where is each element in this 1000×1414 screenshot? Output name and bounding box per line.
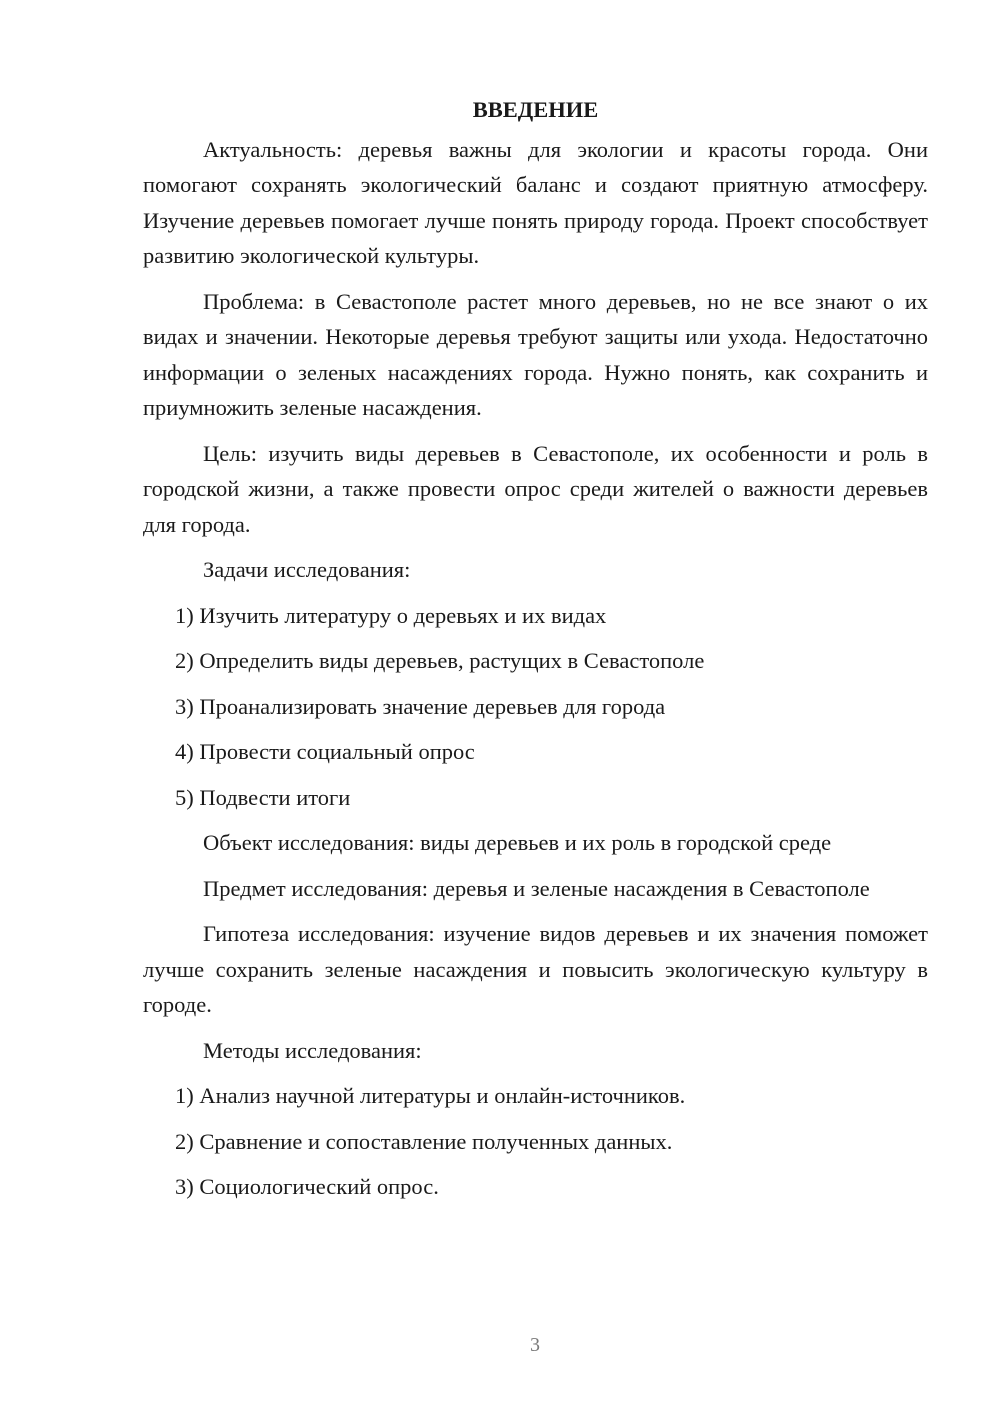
task-item: 2) Определить виды деревьев, растущих в Севастополе <box>175 648 705 673</box>
method-item: 3) Социологический опрос. <box>175 1174 439 1199</box>
tasks-title: Задачи исследования: <box>203 557 411 582</box>
task-item: 1) Изучить литературу о деревьях и их видах <box>175 602 607 628</box>
object-paragraph: Объект исследования: виды деревьев и их роль в городской среде <box>203 830 832 855</box>
problem-paragraph: Проблема: в Севастополе растет много деревьев, но не все знают о их видах и значении. Некоторые деревья требуют защиты или ухода. Недостаточно информации о зеленых насаждениях города. Нужно понять, как сохранить и приумножить зеленые насаждения. <box>143 288 928 420</box>
task-item: 4) Провести социальный опрос <box>175 739 475 764</box>
task-item: 3) Проанализировать значение деревьев для города <box>175 693 666 719</box>
relevance-paragraph: Актуальность: деревья важны для экологии и красоты города. Они помогают сохранять экологический баланс и создают приятную атмосферу. Изучение деревьев помогает лучше понять природу города. Проект способствует развитию экологической культуры. <box>143 136 928 268</box>
method-item: 1) Анализ научной литературы и онлайн-источников. <box>175 1083 686 1108</box>
goal-paragraph: Цель: изучить виды деревьев в Севастополе, их особенности и роль в городской жизни, а также провести опрос среди жителей о важности деревьев для города. <box>143 440 928 537</box>
section-heading: ВВЕДЕНИЕ <box>472 97 599 122</box>
page-number: 3 <box>530 1334 540 1356</box>
methods-title: Методы исследования: <box>203 1037 422 1063</box>
subject-paragraph: Предмет исследования: деревья и зеленые насаждения в Севастополе <box>203 875 870 901</box>
task-item: 5) Подвести итоги <box>175 784 351 810</box>
hypothesis-paragraph: Гипотеза исследования: изучение видов деревьев и их значения поможет лучше сохранить зеленые насаждения и повысить экологическую культуру в городе. <box>143 921 928 1017</box>
document-body <box>143 92 928 1215</box>
method-item: 2) Сравнение и сопоставление полученных данных. <box>175 1128 673 1154</box>
